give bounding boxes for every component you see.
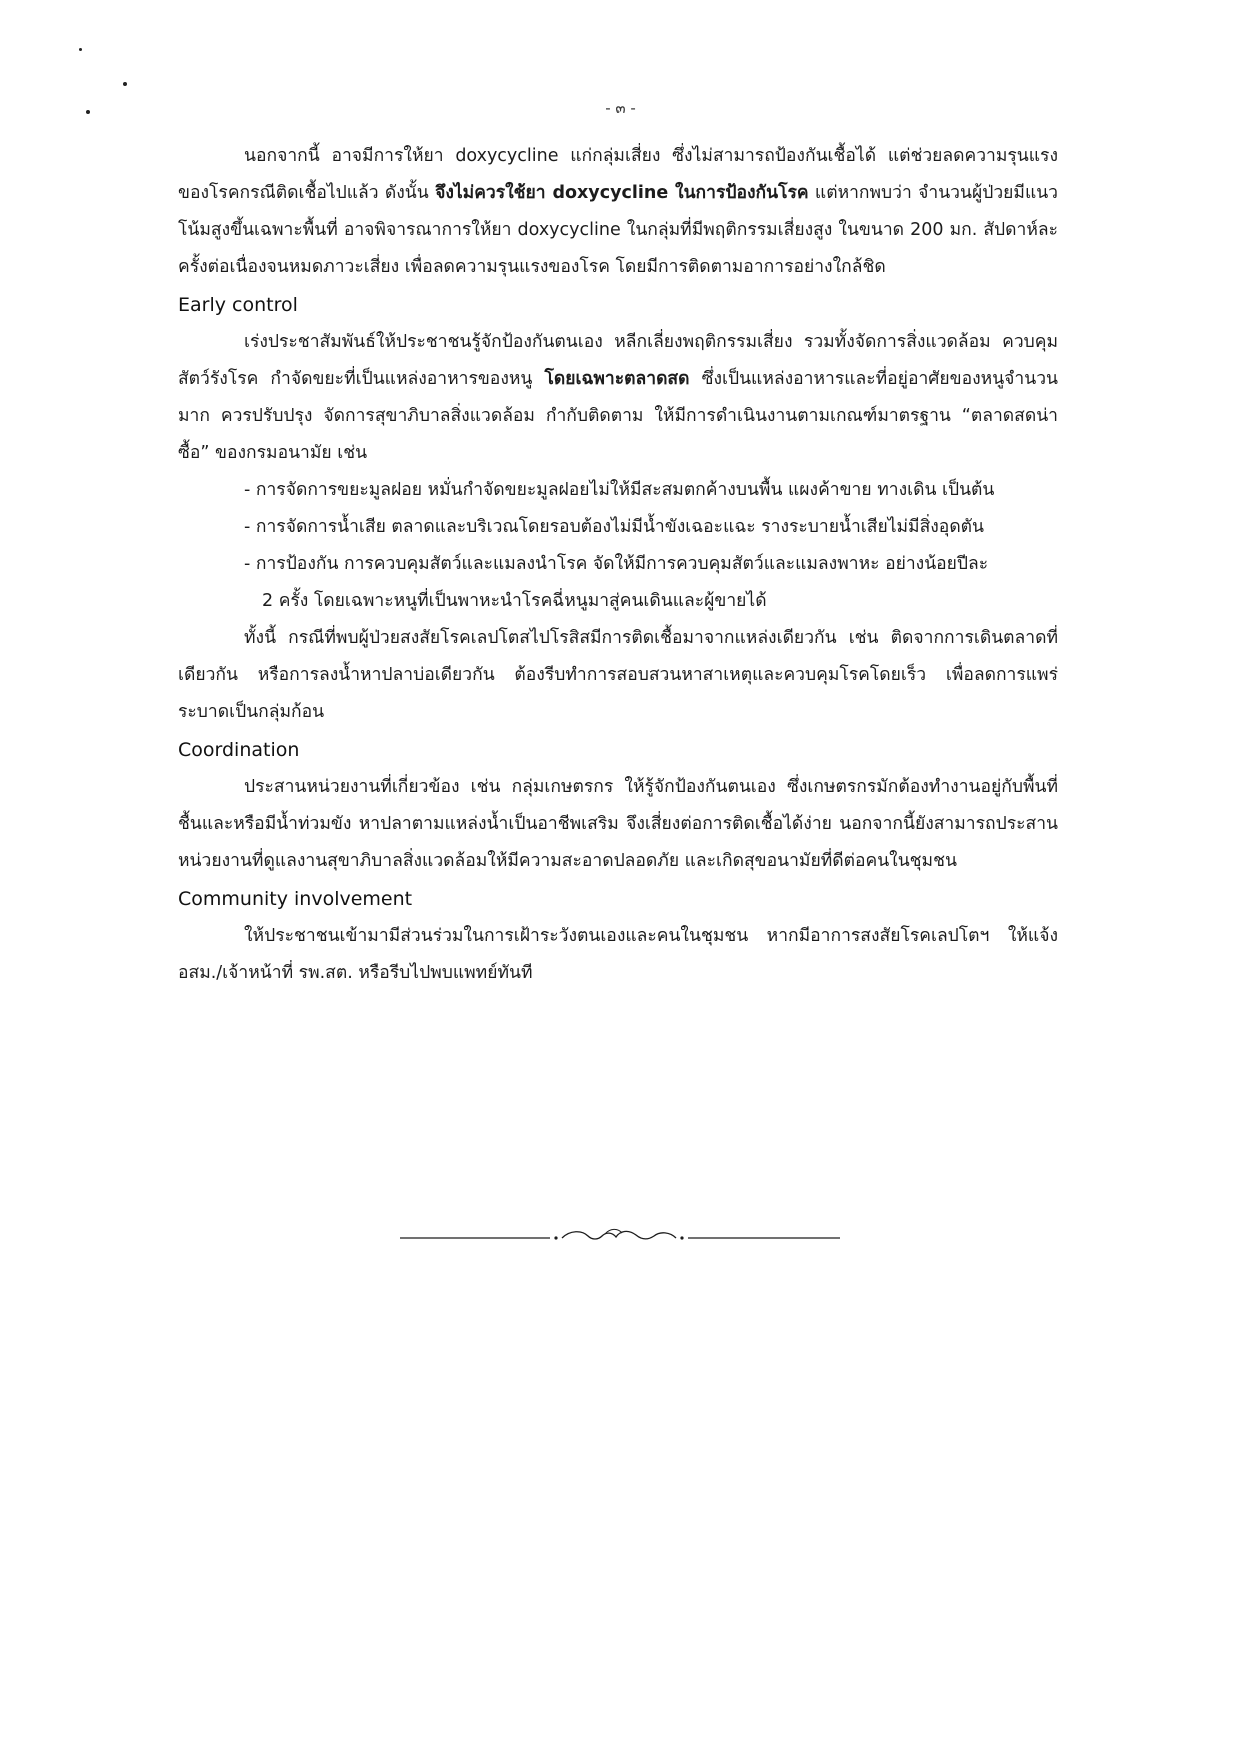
bullet-item: - การป้องกัน การควบคุมสัตว์และแมลงนำโรค จัดให้มีการควบคุมสัตว์และแมลงพาหะ อย่างน้อยปีละ [244,554,989,574]
scan-speck [86,110,90,114]
paragraph-text: นอกจากนี้ อาจมีการให้ยา doxycycline แก่กลุ่มเสี่ยง ซึ่งไม่สามารถป้องกันเชื้อได้ แต่ช่วยลดความรุนแรงของโรคกรณีติดเชื้อไปแล้ว ดังนั้น [178,146,1058,203]
paragraph-text: ซึ่งเป็นแหล่งอาหารและที่อยู่อาศัยของหนูจำนวนมาก ควรปรับปรุง จัดการสุขาภิบาลสิ่งแวดล้อม กำกับติดตาม ให้มีการดำเนินงานตามเกณฑ์มาตรฐาน “ตลาดสดน่าซื้อ” ของกรมอนามัย เช่น [178,369,1058,463]
page-number: - ๓ - [605,99,636,117]
paragraph-investigation: ทั้งนี้ กรณีที่พบผู้ป่วยสงสัยโรคเลปโตสไปโรสิสมีการติดเชื้อมาจากแหล่งเดียวกัน เช่น ติดจากการเดินตลาดที่เดียวกัน หรือการลงน้ำหาปลาบ่อเดียวกัน ต้องรีบทำการสอบสวนหาสาเหตุและควบคุมโรคโดยเร็ว เพื่อลดการแพร่ระบาดเป็นกลุ่มก้อน [178,628,1058,722]
paragraph-text: เร่งประชาสัมพันธ์ให้ประชาชนรู้จักป้องกันตนเอง หลีกเลี่ยงพฤติกรรมเสี่ยง รวมทั้งจัดการสิ่งแวดล้อม ควบคุมสัตว์รังโรค กำจัดขยะที่เป็นแหล่งอาหารของหนู [178,332,1058,389]
bullet-item: - การจัดการขยะมูลฝอย หมั่นกำจัดขยะมูลฝอยไม่ให้มีสะสมตกค้างบนพื้น แผงค้าขาย ทางเดิน เป็นต้น [244,480,995,500]
section-heading-community-involvement: Community involvement [178,888,413,910]
bullet-continuation: 2 ครั้ง โดยเฉพาะหนูที่เป็นพาหะนำโรคฉี่หนูมาสู่คนเดินและผู้ขายได้ [262,591,767,611]
emphasis-text: จึงไม่ควรใช้ยา doxycycline ในการป้องกันโรค [435,183,809,203]
paragraph-text: แต่หากพบว่า จำนวนผู้ป่วยมีแนวโน้มสูงขึ้นเฉพาะพื้นที่ อาจพิจารณาการให้ยา doxycycline ในกลุ่มที่มีพฤติกรรมเสี่ยงสูง ในขนาด 200 มก. สัปดาห์ละครั้งต่อเนื่องจนหมดภาวะเสี่ยง เพื่อลดความรุนแรงของโรค โดยมีการติดตามอาการอย่างใกล้ชิด [178,183,1059,277]
scan-speck [79,48,82,51]
ornamental-divider-icon [400,1226,840,1250]
section-heading-coordination: Coordination [178,739,300,761]
paragraph-doxycycline [178,138,1058,286]
emphasis-text: โดยเฉพาะตลาดสด [544,369,690,389]
paragraph-coordination: ประสานหน่วยงานที่เกี่ยวข้อง เช่น กลุ่มเกษตรกร ให้รู้จักป้องกันตนเอง ซึ่งเกษตรกรมักต้องทำงานอยู่กับพื้นที่ชื้นและหรือมีน้ำท่วมขัง หาปลาตามแหล่งน้ำเป็นอาชีพเสริม จึงเสี่ยงต่อการติดเชื้อได้ง่าย นอกจากนี้ยังสามารถประสานหน่วยงานที่ดูแลงานสุขาภิบาลสิ่งแวดล้อมให้มีความสะอาดปลอดภัย และเกิดสุขอนามัยที่ดีต่อคนในชุมชน [178,777,1058,871]
bullet-item: - การจัดการน้ำเสีย ตลาดและบริเวณโดยรอบต้องไม่มีน้ำขังเฉอะแฉะ รางระบายน้ำเสียไม่มีสิ่งอุดตัน [244,517,985,537]
document-body [178,138,1058,992]
paragraph-early-control [178,324,1058,472]
scan-speck [123,82,127,86]
paragraph-community-involvement: ให้ประชาชนเข้ามามีส่วนร่วมในการเฝ้าระวังตนเองและคนในชุมชน หากมีอาการสงสัยโรคเลปโตฯ ให้แจ้ง อสม./เจ้าหน้าที่ รพ.สต. หรือรีบไปพบแพทย์ทันที [178,926,1058,983]
section-heading-early-control: Early control [178,294,298,316]
